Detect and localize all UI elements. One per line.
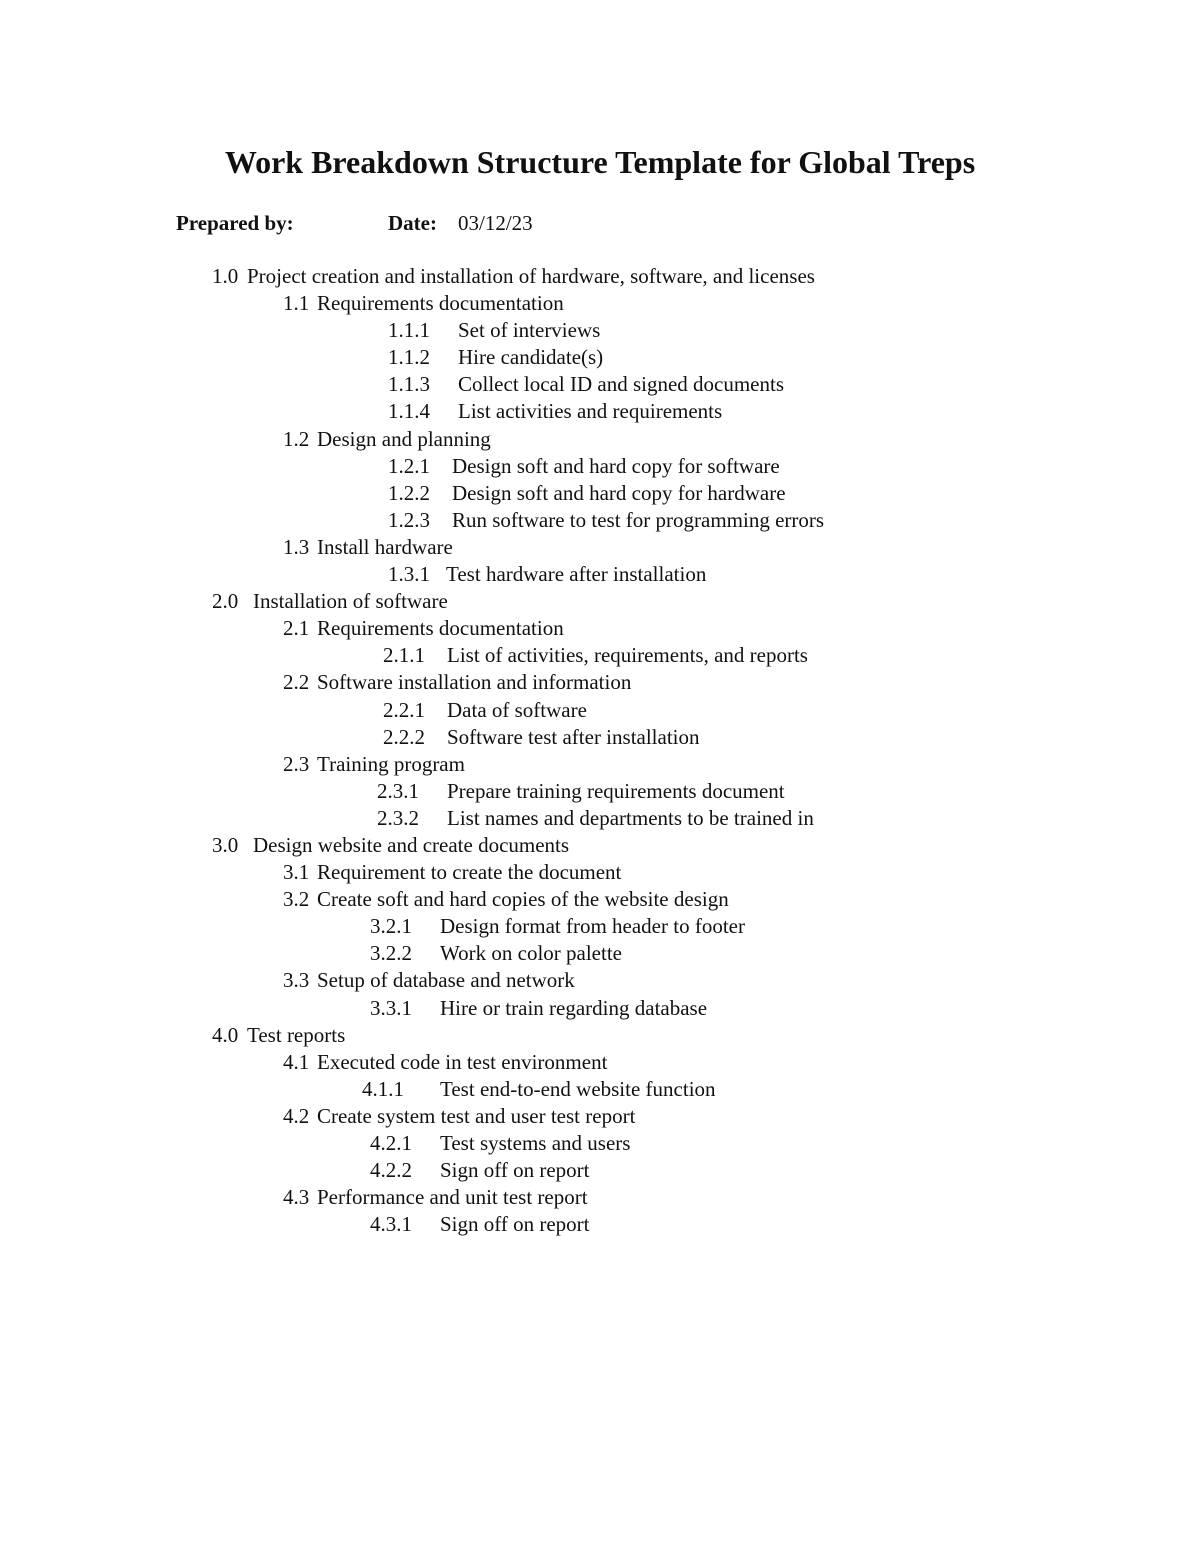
wbs-text: List names and departments to be trained in (447, 805, 814, 830)
date-label: Date: (388, 211, 437, 235)
wbs-phase (0, 263, 1200, 290)
wbs-deliverable (0, 1049, 1200, 1076)
wbs-text: Design soft and hard copy for hardware (452, 480, 786, 505)
wbs-text: List activities and requirements (458, 399, 723, 424)
wbs-deliverable (0, 1103, 1200, 1130)
wbs-text: Collect local ID and signed documents (458, 372, 785, 397)
wbs-text: Test reports (247, 1022, 346, 1047)
wbs-number: 4.1 (283, 1049, 310, 1074)
wbs-number: 3.0 (212, 832, 239, 857)
wbs-number: 1.2 (283, 426, 310, 451)
wbs-number: 3.1 (283, 860, 310, 885)
wbs-phase (0, 832, 1200, 859)
wbs-number: 1.1.4 (388, 399, 430, 424)
wbs-deliverable (0, 669, 1200, 696)
wbs-text: Design and planning (317, 426, 491, 451)
wbs-number: 1.1 (283, 291, 310, 316)
wbs-task (0, 940, 1200, 967)
wbs-text: Hire candidate(s) (458, 345, 604, 370)
wbs-number: 4.2.2 (370, 1158, 412, 1183)
wbs-number: 4.2 (283, 1103, 310, 1128)
wbs-task (0, 642, 1200, 669)
wbs-text: List of activities, requirements, and reports (447, 643, 808, 668)
document-title: Work Breakdown Structure Template for Global Treps (224, 144, 976, 180)
wbs-text: Training program (317, 751, 465, 776)
wbs-number: 3.3 (283, 968, 310, 993)
wbs-number: 2.2.1 (383, 697, 425, 722)
wbs-number: 3.2.2 (370, 941, 412, 966)
wbs-task (0, 398, 1200, 425)
wbs-number: 2.2.2 (383, 724, 425, 749)
wbs-phase (0, 1022, 1200, 1049)
wbs-task (0, 561, 1200, 588)
wbs-text: Executed code in test environment (317, 1049, 608, 1074)
wbs-text: Create soft and hard copies of the website design (317, 887, 729, 912)
wbs-number: 1.2.3 (388, 507, 430, 532)
wbs-text: Installation of software (253, 589, 448, 614)
wbs-text: Requirement to create the document (317, 860, 622, 885)
wbs-number: 1.0 (212, 264, 239, 288)
wbs-text: Software installation and information (317, 670, 632, 695)
wbs-number: 1.2.2 (388, 480, 430, 505)
wbs-number: 2.3 (283, 751, 310, 776)
wbs-number: 1.3 (283, 534, 310, 559)
wbs-task (0, 778, 1200, 805)
wbs-task (0, 995, 1200, 1022)
wbs-number: 1.1.1 (388, 318, 430, 343)
wbs-deliverable (0, 751, 1200, 778)
wbs-phase (0, 588, 1200, 615)
prepared-by-label: Prepared by: (176, 211, 294, 235)
wbs-number: 4.3 (283, 1185, 310, 1210)
wbs-number: 2.3.2 (377, 805, 419, 830)
wbs-number: 2.0 (212, 589, 239, 614)
wbs-text: Work on color palette (440, 941, 622, 966)
wbs-deliverable (0, 886, 1200, 913)
wbs-task (0, 1076, 1200, 1103)
wbs-deliverable (0, 615, 1200, 642)
wbs-task (0, 1130, 1200, 1157)
wbs-task (0, 317, 1200, 344)
wbs-text: Project creation and installation of hardware, software, and licenses (247, 264, 815, 288)
wbs-text: Requirements documentation (317, 291, 564, 316)
wbs-text: Prepare training requirements document (447, 778, 785, 803)
wbs-deliverable (0, 967, 1200, 994)
wbs-text: Software test after installation (447, 724, 700, 749)
wbs-task (0, 1211, 1200, 1238)
wbs-number: 4.2.1 (370, 1131, 412, 1155)
wbs-number: 1.2.1 (388, 453, 430, 478)
wbs-deliverable (0, 426, 1200, 453)
wbs-text: Test hardware after installation (446, 562, 707, 587)
wbs-number: 3.2 (283, 887, 310, 912)
wbs-number: 4.1.1 (362, 1076, 404, 1101)
wbs-task (0, 480, 1200, 507)
wbs-task (0, 805, 1200, 832)
wbs-number: 4.0 (212, 1022, 239, 1047)
wbs-text: Requirements documentation (317, 616, 564, 641)
wbs-text: Performance and unit test report (317, 1185, 588, 1210)
wbs-outline (0, 263, 1200, 1238)
wbs-text: Set of interviews (458, 318, 601, 343)
wbs-deliverable (0, 859, 1200, 886)
date-value: 03/12/23 (458, 211, 533, 235)
wbs-text: Hire or train regarding database (440, 995, 708, 1020)
wbs-number: 2.2 (283, 670, 310, 695)
wbs-number: 4.3.1 (370, 1212, 412, 1237)
wbs-text: Test end-to-end website function (440, 1076, 716, 1101)
wbs-text: Data of software (447, 697, 587, 722)
wbs-task (0, 453, 1200, 480)
wbs-text: Test systems and users (440, 1131, 631, 1155)
wbs-task (0, 344, 1200, 371)
wbs-text: Sign off on report (440, 1212, 590, 1237)
wbs-number: 1.3.1 (388, 562, 430, 587)
wbs-text: Sign off on report (440, 1158, 590, 1183)
wbs-text: Install hardware (317, 534, 453, 559)
wbs-number: 2.1 (283, 616, 310, 641)
wbs-text: Run software to test for programming errors (452, 507, 825, 532)
wbs-number: 2.3.1 (377, 778, 419, 803)
wbs-number: 3.2.1 (370, 914, 412, 939)
wbs-text: Setup of database and network (317, 968, 575, 993)
wbs-task (0, 1157, 1200, 1184)
wbs-text: Create system test and user test report (317, 1103, 636, 1128)
wbs-deliverable (0, 534, 1200, 561)
wbs-task (0, 507, 1200, 534)
wbs-deliverable (0, 290, 1200, 317)
wbs-number: 1.1.3 (388, 372, 430, 397)
wbs-text: Design soft and hard copy for software (452, 453, 780, 478)
wbs-task (0, 913, 1200, 940)
wbs-task (0, 697, 1200, 724)
wbs-number: 2.1.1 (383, 643, 425, 668)
wbs-task (0, 371, 1200, 398)
wbs-deliverable (0, 1184, 1200, 1211)
wbs-text: Design website and create documents (253, 832, 570, 857)
wbs-number: 1.1.2 (388, 345, 430, 370)
document-meta (176, 209, 533, 237)
wbs-text: Design format from header to footer (440, 914, 745, 939)
wbs-task (0, 724, 1200, 751)
wbs-number: 3.3.1 (370, 995, 412, 1020)
